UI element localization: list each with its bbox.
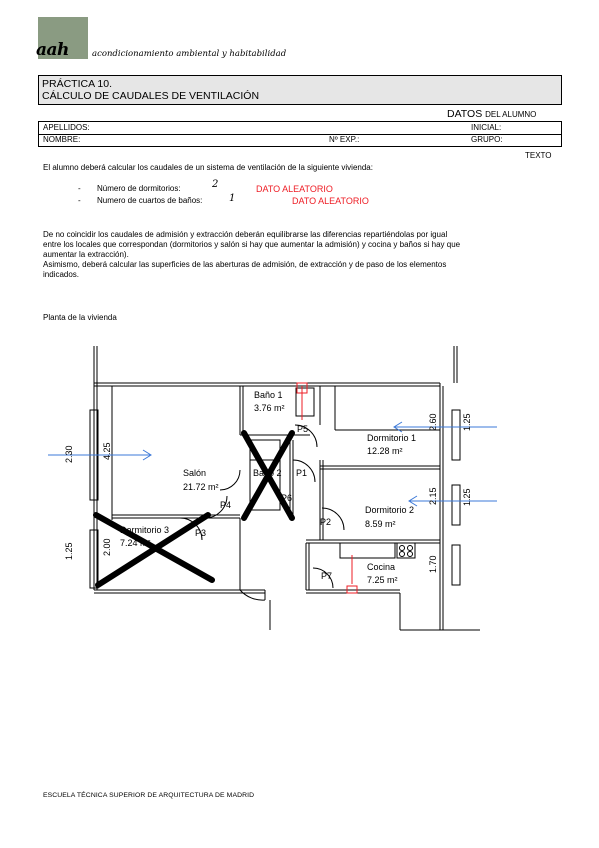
door-label-p1: P1 <box>296 468 308 478</box>
room-name-dormitorio3: Dormitorio 3 <box>120 525 170 535</box>
room-area-bano1: 3.76 m² <box>254 403 285 413</box>
door-label-p5: P5 <box>297 424 309 434</box>
dim-2-60: 2.60 <box>428 413 438 431</box>
room-area-salon: 21.72 m² <box>183 482 219 492</box>
texto-label: TEXTO <box>525 151 552 160</box>
plan-walls <box>90 346 480 630</box>
nexp-field[interactable]: Nº EXP.: <box>329 135 360 144</box>
dim-2-30: 2.30 <box>64 445 74 463</box>
excluded-room-crosses <box>96 433 292 585</box>
room-area-dormitorio3: 7.24 m² <box>120 538 151 548</box>
plan-title: Planta de la vivienda <box>43 313 117 322</box>
bullet-dash-1: - <box>78 184 81 193</box>
door-labels <box>195 424 332 581</box>
logo-initials: aah <box>36 40 69 60</box>
room-name-dormitorio2: Dormitorio 2 <box>365 505 415 515</box>
dim-2-15: 2.15 <box>428 487 438 505</box>
room-area-cocina: 7.25 m² <box>367 575 398 585</box>
dim-1-25-c: 1.25 <box>64 542 74 560</box>
logo-tagline: acondicionamiento ambiental y habitabilidad <box>92 49 287 59</box>
room-area-dormitorio2: 8.59 m² <box>365 519 396 529</box>
bullet-mark-1: 2 <box>212 179 219 190</box>
grupo-field[interactable]: GRUPO: <box>471 135 503 144</box>
room-name-dormitorio1: Dormitorio 1 <box>367 433 417 443</box>
door-label-p6: P6 <box>281 493 293 503</box>
dim-1-25-a: 1.25 <box>462 413 472 431</box>
bullet-label-1: Número de dormitorios: <box>97 184 181 193</box>
datos-alumno-label: DATOS DEL ALUMNO <box>447 108 537 120</box>
dim-4-25: 4.25 <box>102 442 112 460</box>
bullet-value-2: DATO ALEATORIO <box>292 196 369 206</box>
dim-1-70: 1.70 <box>428 555 438 573</box>
room-name-bano2: Baño 2 <box>253 468 282 478</box>
room-name-salon: Salón <box>183 468 207 478</box>
bullet-mark-2: 1 <box>229 193 236 204</box>
room-name-cocina: Cocina <box>367 562 396 572</box>
paragraph-line: Asimismo, deberá calcular las superficies de las aberturas de admisión, de extracción y de paso de los elementos <box>43 260 447 269</box>
door-label-p4: P4 <box>220 500 232 510</box>
practice-title: CÁLCULO DE CAUDALES DE VENTILACIÓN <box>42 90 260 102</box>
inicial-field[interactable]: INICIAL: <box>471 123 502 132</box>
paragraph-line: De no coincidir los caudales de admisión y extracción deberán equilibrarse las diferencias repartiéndolas por igual <box>43 230 448 239</box>
apellidos-field[interactable]: APELLIDOS: <box>43 123 90 132</box>
bullet-value-1: DATO ALEATORIO <box>256 184 333 194</box>
footer-school: ESCUELA TÉCNICA SUPERIOR DE ARQUITECTURA DE MADRID <box>43 792 255 799</box>
practice-number: PRÁCTICA 10. <box>42 78 113 90</box>
bullet-dash-2: - <box>78 196 81 205</box>
door-label-p7: P7 <box>321 571 333 581</box>
door-label-p2: P2 <box>320 517 332 527</box>
bullet-label-2: Numero de cuartos de baños: <box>97 196 203 205</box>
dim-2-00: 2.00 <box>102 538 112 556</box>
paragraph-line: aumentar la extracción). <box>43 250 129 259</box>
paragraph-line: indicados. <box>43 270 80 279</box>
room-name-bano1: Baño 1 <box>254 390 283 400</box>
nombre-field[interactable]: NOMBRE: <box>43 135 81 144</box>
dim-1-25-b: 1.25 <box>462 488 472 506</box>
intro-text: El alumno deberá calcular los caudales de un sistema de ventilación de la siguiente vivienda: <box>43 163 373 172</box>
paragraph-line: entre los locales que correspondan (dormitorios y salón si hay que aumentar la admisión) y cocina y baños si hay que <box>43 240 461 249</box>
room-area-dormitorio1: 12.28 m² <box>367 446 403 456</box>
door-label-p3: P3 <box>195 528 207 538</box>
